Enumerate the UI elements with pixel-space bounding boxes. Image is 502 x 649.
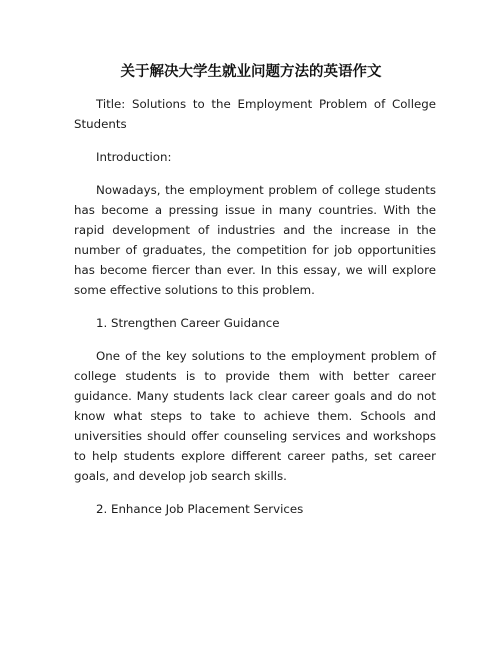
- introduction-paragraph: Nowadays, the employment problem of college students has become a pressing issue in many countries. With the rapid development of industries and the increase in the number of graduates, the competition for job opportunities has become fiercer than ever. In this essay, we will explore some effective solutions to this problem.: [74, 183, 436, 297]
- document-body: [74, 94, 436, 519]
- section-heading-career-guidance: 1. Strengthen Career Guidance: [96, 316, 280, 330]
- career-guidance-paragraph: One of the key solutions to the employment problem of college students is to provide them with better career guidance. Many students lack clear career goals and do not know what steps to take to achieve them. Schools and universities should offer counseling services and workshops to help students explore different career paths, set career goals, and develop job search skills.: [74, 349, 436, 483]
- essay-title-line: Title: Solutions to the Employment Problem of College Students: [74, 97, 436, 131]
- document-title: 关于解决大学生就业问题方法的英语作文: [120, 64, 382, 80]
- section-heading-job-placement: 2. Enhance Job Placement Services: [96, 502, 304, 516]
- introduction-heading: Introduction:: [96, 150, 172, 164]
